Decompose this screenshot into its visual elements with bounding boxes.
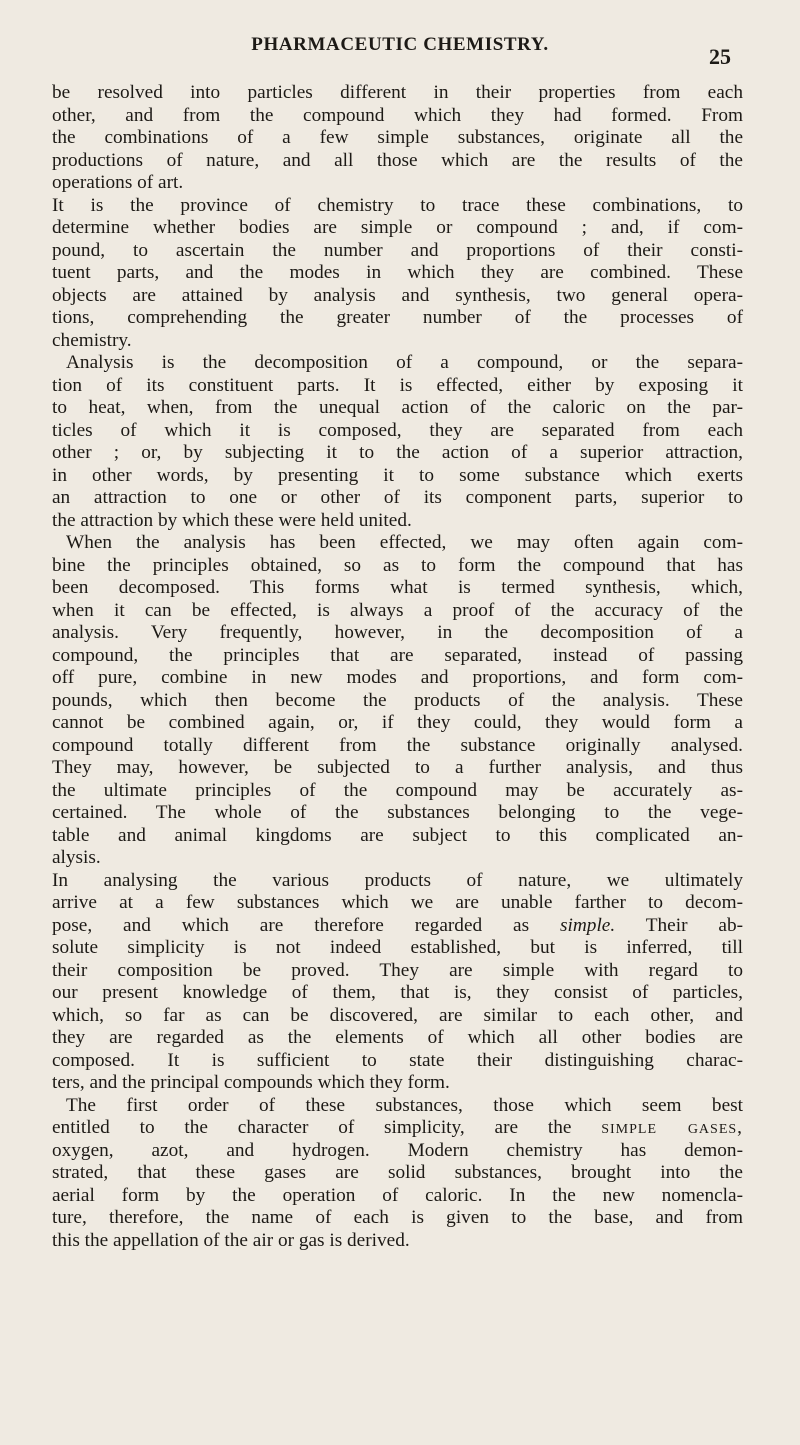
text-run: entitled to the character of simplicity, are the	[52, 1117, 572, 1138]
text-line: They may, however, be subjected to a further analysis, and thus	[52, 757, 743, 778]
text-line: aerial form by the operation of caloric. In the new nomencla-	[52, 1184, 743, 1206]
text-line: ters, and the principal compounds which they form.	[52, 1072, 450, 1093]
text-line: off pure, combine in new modes and proportions, and form com-	[52, 667, 743, 688]
text-line: ticles of which it is composed, they are separated from each	[52, 419, 743, 441]
text-line: arrive at a few substances which we are unable farther to decom-	[52, 892, 743, 913]
body-text	[52, 82, 743, 1252]
text-line: other ; or, by subjecting it to the action of a superior attraction,	[52, 442, 743, 463]
text-run: Their ab-	[615, 914, 744, 936]
text-line: chemistry.	[52, 329, 132, 351]
text-line: the ultimate principles of the compound may be accurately as-	[52, 779, 743, 801]
running-title: PHARMACEUTIC CHEMISTRY.	[251, 34, 549, 55]
text-line: Analysis is the decomposition of a compound, or the separa-	[66, 352, 743, 373]
text-line: It is the province of chemistry to trace these combinations, to	[52, 194, 743, 216]
text-line-with-emphasis	[52, 1117, 743, 1140]
text-line: our present knowledge of them, that is, they consist of particles,	[52, 982, 743, 1003]
text-line: analysis. Very frequently, however, in the decomposition of a	[52, 622, 743, 643]
text-line: their composition be proved. They are simple with regard to	[52, 959, 743, 981]
text-line: composed. It is sufficient to state their distinguishing charac-	[52, 1049, 743, 1071]
text-line: the attraction by which these were held united.	[52, 509, 412, 531]
text-line: operations of art.	[52, 172, 184, 193]
text-line: an attraction to one or other of its component parts, superior to	[52, 487, 743, 508]
text-line: certained. The whole of the substances belonging to the vege-	[52, 802, 743, 823]
text-line: pounds, which then become the products of the analysis. These	[52, 689, 743, 711]
text-line: compound totally different from the substance originally analysed.	[52, 734, 743, 756]
text-line: in other words, by presenting it to some substance which exerts	[52, 464, 743, 486]
text-line: bine the principles obtained, so as to form the compound that has	[52, 554, 743, 576]
emphasis-simple: simple.	[560, 914, 616, 936]
text-line: ture, therefore, the name of each is given to the base, and from	[52, 1207, 743, 1228]
text-line: pound, to ascertain the number and proportions of their consti-	[52, 239, 743, 261]
text-line: oxygen, azot, and hydrogen. Modern chemistry has demon-	[52, 1139, 743, 1161]
text-line: when it can be effected, is always a proof of the accuracy of the	[52, 599, 743, 621]
text-line: The first order of these substances, those which seem best	[66, 1094, 743, 1116]
text-line: tuent parts, and the modes in which they are combined. These	[52, 262, 743, 283]
text-line: solute simplicity is not indeed established, but is inferred, till	[52, 937, 743, 958]
page-number: 25	[709, 44, 731, 69]
text-line: When the analysis has been effected, we may often again com-	[66, 532, 743, 553]
text-line: alysis.	[52, 847, 101, 868]
text-line-with-emphasis	[52, 915, 743, 938]
text-line: productions of nature, and all those which are the results of the	[52, 149, 743, 171]
text-line: the combinations of a few simple substances, originate all the	[52, 127, 743, 148]
text-line: be resolved into particles different in their properties from each	[52, 82, 743, 103]
emphasis-simple-gases: simple gases,	[601, 1117, 743, 1138]
text-line: objects are attained by analysis and synthesis, two general opera-	[52, 284, 743, 306]
text-line: they are regarded as the elements of which all other bodies are	[52, 1027, 743, 1048]
text-line: table and animal kingdoms are subject to this complicated an-	[52, 824, 743, 846]
text-line: compound, the principles that are separated, instead of passing	[52, 644, 743, 666]
running-head	[0, 34, 800, 69]
text-line: to heat, when, from the unequal action of the caloric on the par-	[52, 397, 743, 418]
text-line: been decomposed. This forms what is termed synthesis, which,	[52, 577, 743, 598]
text-line: other, and from the compound which they had formed. From	[52, 104, 743, 126]
text-line: cannot be combined again, or, if they could, they would form a	[52, 712, 743, 733]
text-line: In analysing the various products of nature, we ultimately	[52, 869, 743, 891]
text-line: tion of its constituent parts. It is effected, either by exposing it	[52, 374, 743, 396]
text-line: which, so far as can be discovered, are similar to each other, and	[52, 1004, 743, 1026]
text-line: determine whether bodies are simple or compound ; and, if com-	[52, 217, 743, 238]
text-line: tions, comprehending the greater number of the processes of	[52, 307, 743, 328]
text-line: this the appellation of the air or gas is derived.	[52, 1229, 410, 1251]
text-line: strated, that these gases are solid substances, brought into the	[52, 1162, 743, 1183]
text-run: pose, and which are therefore regarded as	[52, 914, 530, 936]
